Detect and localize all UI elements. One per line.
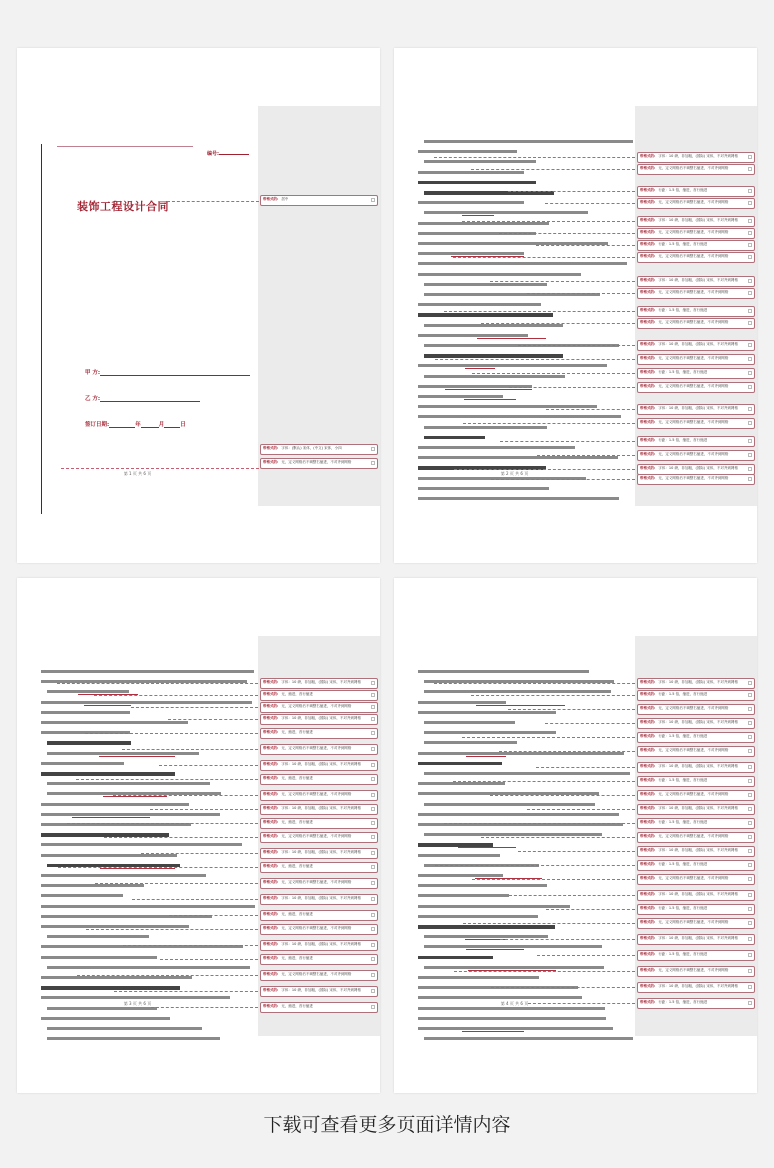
comment-connector: [114, 991, 258, 992]
revision-underline: [465, 368, 495, 369]
text-line: [418, 711, 556, 714]
format-comment[interactable]: 带格式的: 行距：1.5 倍，缩进，首行缩进: [637, 776, 755, 787]
text-line: [418, 395, 503, 398]
format-comment[interactable]: 带格式的: 字体：10 磅，非加粗，(国际) 宋体，不对齐到网格: [637, 982, 755, 993]
format-comment[interactable]: 带格式的: 字体：10 磅，非加粗，(国际) 宋体，不对齐到网格: [637, 464, 755, 475]
text-line: [418, 273, 581, 276]
text-line: [418, 303, 541, 306]
revision-underline: [99, 756, 175, 757]
contract-title: 装饰工程设计合同: [77, 200, 169, 213]
format-comment[interactable]: 带格式的: 行距：1.5 倍，缩进，首行缩进: [637, 240, 755, 251]
text-line: [424, 731, 556, 734]
text-line: [47, 966, 250, 969]
text-line: [41, 976, 192, 979]
page-number: 第 2 页 共 6 页: [500, 471, 529, 476]
comment-connector: [454, 469, 635, 470]
format-comment[interactable]: 带格式的: 字体：10 磅，非加粗，(国际) 宋体，不对齐到网格: [260, 760, 378, 771]
text-line: [424, 160, 536, 163]
text-line: [424, 283, 547, 286]
page-number: 第 4 页 共 6 页: [500, 1001, 529, 1006]
revision-underline: [466, 949, 523, 950]
format-comment[interactable]: 带格式的: 无，定义网格后不调整右缩进，不对齐到网格: [637, 966, 755, 977]
comment-connector: [481, 837, 635, 838]
text-line: [41, 1017, 170, 1020]
format-comment[interactable]: 带格式的: 字体：10 磅，非加粗，(国际) 宋体，不对齐到网格: [637, 718, 755, 729]
clause-heading: [41, 772, 175, 776]
comment-connector: [57, 683, 258, 684]
comment-connector: [508, 191, 635, 192]
text-line: [41, 701, 252, 704]
comment-connector: [131, 707, 258, 708]
comment-connector: [462, 221, 635, 222]
text-line: [47, 935, 149, 938]
text-line: [424, 803, 595, 806]
format-comment[interactable]: 带格式的: 字体：10 磅，非加粗，(国际) 宋体，不对齐到网格: [637, 404, 755, 415]
text-line: [418, 701, 506, 704]
format-comment[interactable]: 带格式的: 字体：(默认) 宋体，(中文) 宋体，小四: [260, 444, 378, 455]
format-comment[interactable]: 带格式的: 字体：10 磅，非加粗，(国际) 宋体，不对齐到网格: [637, 152, 755, 163]
page-body: [418, 140, 638, 520]
format-comment[interactable]: 带格式的: 无，定义网格后不调整右缩进，不对齐到网格: [260, 790, 378, 801]
comment-connector: [537, 955, 635, 956]
contract-page-2: [394, 48, 757, 563]
text-line: [418, 1007, 605, 1010]
revision-underline: [462, 1031, 524, 1032]
clause-heading: [424, 354, 563, 358]
comment-connector: [527, 809, 635, 810]
format-comment[interactable]: 带格式的: 无，定义网格后不调整右缩进，不对齐到网格: [637, 450, 755, 461]
format-comment[interactable]: 带格式的: 行距：1.5 倍，缩进，首行缩进: [637, 818, 755, 829]
text-line: [41, 813, 220, 816]
format-comment[interactable]: 带格式的: 行距：1.5 倍，缩进，首行缩进: [637, 690, 755, 701]
format-comment[interactable]: 带格式的: 字体：10 磅，非加粗，(国际) 宋体，不对齐到网格: [260, 714, 378, 725]
revision-underline: [84, 705, 131, 706]
comment-connector: [434, 157, 635, 158]
text-line: [424, 833, 602, 836]
format-comment[interactable]: 带格式的: 字体：10 磅，非加粗，(国际) 宋体，不对齐到网格: [260, 894, 378, 905]
sign-date: 签订日期: 年 月 日: [85, 422, 186, 428]
format-comment[interactable]: 带格式的: 无，定义网格后不调整右缩进，不对齐到网格: [637, 474, 755, 485]
comment-connector: [509, 387, 635, 388]
format-comment[interactable]: 带格式的: 无，定义网格后不调整右缩进，不对齐到网格: [637, 704, 755, 715]
text-line: [418, 222, 549, 225]
format-comment[interactable]: 带格式的: 无，缩进，首行缩进: [260, 818, 378, 829]
format-comment[interactable]: 带格式的: 字体：10 磅，非加粗，(国际) 宋体，不对齐到网格: [637, 678, 755, 689]
text-line: [41, 721, 188, 724]
text-line: [41, 884, 144, 887]
text-line: [424, 426, 547, 429]
download-caption: 下载可查看更多页面详情内容: [263, 1114, 511, 1136]
comment-connector: [167, 201, 259, 202]
comment-connector: [490, 795, 635, 796]
format-comment[interactable]: 带格式的: 字体：10 磅，非加粗，(国际) 宋体，不对齐到网格: [260, 848, 378, 859]
comment-connector: [67, 823, 258, 824]
format-comment[interactable]: 带格式的: 无，定义网格后不调整右缩进，不对齐到网格: [637, 874, 755, 885]
text-line: [41, 711, 130, 714]
comment-connector: [444, 823, 635, 824]
comment-connector: [499, 233, 635, 234]
text-line: [41, 854, 177, 857]
format-comment[interactable]: 带格式的: 无，缩进，首行缩进: [260, 690, 378, 701]
party-a: 甲 方:: [85, 368, 250, 376]
comment-connector: [546, 909, 635, 910]
comment-connector: [141, 853, 258, 854]
contract-page-3: [17, 578, 380, 1093]
format-comment[interactable]: 带格式的: 行距：1.5 倍，缩进，首行缩进: [637, 860, 755, 871]
comment-connector: [537, 455, 635, 456]
format-comment[interactable]: 带格式的: 字体：10 磅，非加粗，(国际) 宋体，不对齐到网格: [637, 276, 755, 287]
text-line: [418, 415, 621, 418]
format-comment[interactable]: 带格式的: 字体：10 磅，非加粗，(国际) 宋体，不对齐到网格: [637, 846, 755, 857]
revision-underline: [477, 338, 546, 339]
format-comment[interactable]: 带格式的: 无，定义网格后不调整右缩进，不对齐到网格: [637, 382, 755, 393]
format-comment[interactable]: 带格式的: 字体：10 磅，非加粗，(国际) 宋体，不对齐到网格: [637, 216, 755, 227]
text-line: [418, 201, 524, 204]
format-comment[interactable]: 带格式的: 无，缩进，首行缩进: [260, 954, 378, 965]
format-comment[interactable]: 带格式的: 无，定义网格后不调整右缩进，不对齐到网格: [637, 790, 755, 801]
format-comment[interactable]: 带格式的: 无，缩进，首行缩进: [260, 1002, 378, 1013]
text-line: [424, 945, 602, 948]
comment-connector: [500, 939, 635, 940]
page-number: 第 1 页 共 6 页: [123, 471, 152, 476]
text-line: [418, 446, 575, 449]
text-line: [424, 1037, 633, 1040]
comment-connector: [545, 723, 635, 724]
revision-underline: [103, 796, 167, 797]
left-margin-line: [41, 144, 42, 514]
format-comment[interactable]: 带格式的: 无，定义网格后不调整右缩进，不对齐到网格: [260, 924, 378, 935]
comment-connector: [472, 373, 635, 374]
text-line: [47, 1007, 157, 1010]
text-line: [424, 324, 563, 327]
format-comment[interactable]: 带格式的: 字体：10 磅，非加粗，(国际) 宋体，不对齐到网格: [260, 940, 378, 951]
text-line: [41, 894, 123, 897]
text-line: [47, 782, 210, 785]
text-line: [418, 456, 618, 459]
format-comment[interactable]: 带格式的: 行距：1.5 倍，缩进，首行缩进: [637, 732, 755, 743]
revision-underline: [72, 817, 150, 818]
comment-connector: [113, 795, 258, 796]
text-line: [418, 150, 517, 153]
comment-connector: [463, 423, 635, 424]
revision-underline: [458, 847, 516, 848]
format-comment[interactable]: 带格式的: 无，缩进，首行缩进: [260, 910, 378, 921]
text-line: [41, 905, 255, 908]
contract-number: 编号:: [207, 150, 249, 157]
text-line: [424, 690, 611, 693]
page-body: [418, 670, 638, 1050]
comment-connector: [61, 468, 259, 469]
format-comment[interactable]: 带格式的: 行距：1.5 倍，缩进，首行缩进: [637, 436, 755, 447]
text-line: [418, 171, 524, 174]
clause-heading: [418, 181, 536, 185]
format-comment[interactable]: 带格式的: 无，定义网格后不调整右缩进，不对齐到网格: [637, 228, 755, 239]
comment-connector: [76, 779, 258, 780]
comment-connector: [462, 737, 635, 738]
format-comment[interactable]: 带格式的: 无，定义网格后不调整右缩进，不对齐到网格: [637, 354, 755, 365]
text-line: [418, 884, 547, 887]
text-line: [418, 1017, 606, 1020]
format-comment[interactable]: 带格式的: 字体：10 磅，非加粗，(国际) 宋体，不对齐到网格: [260, 804, 378, 815]
comment-connector: [453, 781, 635, 782]
clause-heading: [418, 762, 502, 766]
clause-heading: [41, 986, 180, 990]
comment-connector: [94, 695, 258, 696]
format-comment[interactable]: 带格式的: 居中: [260, 195, 378, 206]
text-line: [418, 813, 619, 816]
text-line: [418, 364, 607, 367]
comment-connector: [500, 441, 635, 442]
format-comment[interactable]: 带格式的: 行距：1.5 倍，缩进，首行缩进: [637, 306, 755, 317]
format-comment[interactable]: 带格式的: 字体：10 磅，非加粗，(国际) 宋体，不对齐到网格: [637, 804, 755, 815]
format-comment[interactable]: 带格式的: 无，定义网格后不调整右缩进，不对齐到网格: [260, 970, 378, 981]
comment-connector: [546, 409, 635, 410]
comment-connector: [472, 879, 635, 880]
format-comment[interactable]: 带格式的: 无，定义网格后不调整右缩进，不对齐到网格: [260, 832, 378, 843]
party-b: 乙 方:: [85, 394, 200, 402]
comment-connector: [490, 281, 635, 282]
comment-connector: [518, 345, 635, 346]
format-comment[interactable]: 带格式的: 无，定义网格后不调整右缩进，不对齐到网格: [260, 744, 378, 755]
text-line: [418, 405, 597, 408]
comment-connector: [435, 865, 635, 866]
comment-connector: [104, 837, 258, 838]
text-line: [418, 334, 528, 337]
text-line: [418, 874, 503, 877]
text-line: [41, 803, 189, 806]
revision-underline: [462, 215, 494, 216]
comment-connector: [471, 695, 635, 696]
format-comment[interactable]: 带格式的: 字体：10 磅，非加粗，(国际) 宋体，不对齐到网格: [637, 762, 755, 773]
comment-connector: [85, 733, 258, 734]
cover-page: [17, 48, 380, 563]
text-line: [418, 752, 624, 755]
comment-connector: [151, 1007, 258, 1008]
revision-underline: [445, 389, 532, 390]
comment-connector: [481, 323, 635, 324]
text-line: [424, 935, 548, 938]
comment-connector: [160, 959, 258, 960]
comment-connector: [518, 851, 635, 852]
comment-connector: [86, 929, 258, 930]
comment-connector: [508, 709, 635, 710]
page-body: [41, 670, 261, 1050]
format-comment[interactable]: 带格式的: 无，定义网格后不调整右缩进，不对齐到网格: [637, 252, 755, 263]
comment-connector: [77, 975, 258, 976]
text-line: [41, 996, 230, 999]
format-comment[interactable]: 带格式的: 无，定义网格后不调整右缩进，不对齐到网格: [637, 164, 755, 175]
top-rule: [57, 146, 193, 147]
comment-connector: [471, 169, 635, 170]
clause-heading: [418, 313, 553, 317]
comment-connector: [527, 293, 635, 294]
text-line: [418, 1027, 613, 1030]
format-comment[interactable]: 带格式的: 无，定义网格后不调整右缩进，不对齐到网格: [260, 878, 378, 889]
text-line: [41, 925, 189, 928]
format-comment[interactable]: 带格式的: 无，定义网格后不调整右缩进，不对齐到网格: [637, 288, 755, 299]
text-line: [424, 375, 565, 378]
text-line: [424, 772, 630, 775]
text-line: [424, 211, 588, 214]
text-line: [41, 874, 206, 877]
text-line: [41, 843, 242, 846]
comment-connector: [168, 719, 258, 720]
format-comment[interactable]: 带格式的: 无，定义网格后不调整右缩进，不对齐到网格: [260, 458, 378, 469]
comment-connector: [150, 809, 258, 810]
text-line: [418, 854, 500, 857]
format-comment[interactable]: 带格式的: 字体：10 磅，非加粗，(国际) 宋体，不对齐到网格: [260, 986, 378, 997]
format-comment[interactable]: 带格式的: 字体：10 磅，非加粗，(国际) 宋体，不对齐到网格: [637, 890, 755, 901]
comment-connector: [491, 479, 635, 480]
text-line: [418, 976, 539, 979]
text-line: [41, 670, 254, 673]
comment-connector: [58, 867, 258, 868]
comment-connector: [536, 245, 635, 246]
format-comment[interactable]: 带格式的: 行距：1.5 倍，缩进，首行缩进: [637, 950, 755, 961]
text-line: [47, 1027, 202, 1030]
format-comment[interactable]: 带格式的: 行距：1.5 倍，缩进，首行缩进: [637, 368, 755, 379]
comment-connector: [536, 767, 635, 768]
format-comment[interactable]: 带格式的: 无，定义网格后不调整右缩进，不对齐到网格: [637, 918, 755, 929]
text-line: [41, 956, 157, 959]
text-line: [418, 487, 549, 490]
comment-connector: [491, 987, 635, 988]
comment-connector: [545, 203, 635, 204]
format-comment[interactable]: 带格式的: 行距：1.5 倍，缩进，首行缩进: [637, 186, 755, 197]
text-line: [41, 762, 124, 765]
comment-connector: [453, 257, 635, 258]
text-line: [47, 1037, 220, 1040]
comment-connector: [122, 749, 258, 750]
comment-connector: [435, 359, 635, 360]
comment-connector: [454, 971, 635, 972]
clause-heading: [418, 843, 493, 847]
page-number: 第 3 页 共 6 页: [123, 1001, 152, 1006]
format-comment[interactable]: 带格式的: 无，缩进，首行缩进: [260, 774, 378, 785]
comment-connector: [509, 895, 635, 896]
text-line: [418, 262, 627, 265]
text-line: [424, 140, 633, 143]
text-line: [418, 497, 619, 500]
format-comment[interactable]: 带格式的: 字体：10 磅，非加粗，(国际) 宋体，不对齐到网格: [637, 340, 755, 351]
text-line: [424, 721, 515, 724]
format-comment[interactable]: 带格式的: 无，定义网格后不调整右缩进，不对齐到网格: [637, 418, 755, 429]
format-comment[interactable]: 带格式的: 无，定义网格后不调整右缩进，不对齐到网格: [637, 318, 755, 329]
comment-connector: [444, 311, 635, 312]
clause-heading: [47, 741, 131, 745]
format-comment[interactable]: 带格式的: 无，定义网格后不调整右缩进，不对齐到网格: [637, 746, 755, 757]
revision-underline: [466, 756, 507, 757]
clause-heading: [418, 956, 493, 960]
text-line: [418, 905, 570, 908]
format-comment[interactable]: 带格式的: 行距：1.5 倍，缩进，首行缩进: [637, 904, 755, 915]
format-comment[interactable]: 带格式的: 无，定义网格后不调整右缩进，不对齐到网格: [637, 832, 755, 843]
text-line: [418, 782, 505, 785]
revision-underline: [476, 705, 565, 706]
format-comment[interactable]: 带格式的: 行距：1.5 倍，缩进，首行缩进: [637, 998, 755, 1009]
comment-connector: [463, 923, 635, 924]
text-line: [418, 670, 589, 673]
contract-page-4: [394, 578, 757, 1093]
comment-connector: [159, 765, 258, 766]
text-line: [424, 966, 604, 969]
text-line: [424, 741, 517, 744]
comment-connector: [499, 751, 635, 752]
text-line: [418, 894, 509, 897]
comment-connector: [169, 915, 258, 916]
format-comment[interactable]: 带格式的: 无，定义网格后不调整右缩进，不对齐到网格: [637, 198, 755, 209]
text-line: [418, 996, 582, 999]
format-comment[interactable]: 带格式的: 字体：10 磅，非加粗，(国际) 宋体，不对齐到网格: [260, 678, 378, 689]
clause-heading: [424, 436, 485, 440]
comment-connector: [123, 945, 258, 946]
format-comment[interactable]: 带格式的: 无，定义网格后不调整右缩进，不对齐到网格: [260, 702, 378, 713]
comment-connector: [132, 899, 258, 900]
comment-connector: [434, 683, 635, 684]
text-line: [47, 752, 199, 755]
format-comment[interactable]: 带格式的: 无，缩进，首行缩进: [260, 862, 378, 873]
format-comment[interactable]: 带格式的: 字体：10 磅，非加粗，(国际) 宋体，不对齐到网格: [637, 934, 755, 945]
text-line: [418, 915, 538, 918]
comment-connector: [95, 883, 258, 884]
format-comment[interactable]: 带格式的: 无，缩进，首行缩进: [260, 728, 378, 739]
text-line: [418, 252, 524, 255]
revision-underline: [464, 399, 516, 400]
clause-heading: [418, 925, 555, 929]
text-line: [47, 690, 129, 693]
